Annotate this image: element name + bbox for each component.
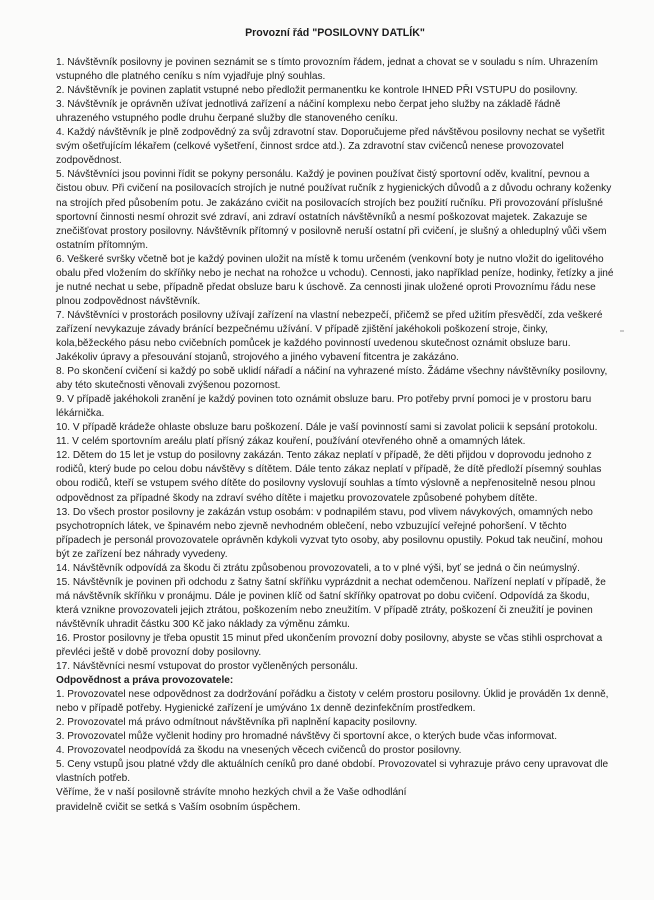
rule-5: 5. Návštěvníci jsou povinni řídit se pokyny personálu. Každý je povinen používat čistý sportovní oděv, kvalitní, pevnou a čistou obuv. Při cvičení na posilovacích strojích je nutné používat ručník z hygienických důvodů a z důvodu ochrany koženky na strojích před působením potu. Je zakázáno cvičit na posilovacích strojích bez použití ručníku. Při provozování příslušné sportovní činnosti nesmí ohrozit své zdraví, ani zdraví ostatních návštěvníků a nesmí poškozovat majetek. Zakazuje se znečišťovat prostory posilovny. Návštěvník přítomný v posilovně neruší ostatní při cvičení, je slušný a ohleduplný vůči všem ostatním přítomným. bbox=[56, 169, 612, 251]
rule-10: 10. V případě krádeže ohlaste obsluze baru poškození. Dále je vaší povinností sami si zavolat policii k sepsání protokolu. bbox=[56, 422, 598, 434]
rule-6: 6. Veškeré svršky včetně bot je každý povinen uložit na místě k tomu určeném (venkovní boty je nutno vložit do igelitového obalu před vložením do skříňky nebo je nechat na rohožce u vchodu). Cennosti, jako například peníze, hodinky, řetízky a jiné je nutné nechat u sebe, případně předat obsluze baru k úschově. Za cennosti jinak uložené oproti Provoznímu řádu nese plnou zodpovědnost návštěvník. bbox=[56, 253, 614, 307]
rule-17: 17. Návštěvníci nesmí vstupovat do prostor vyčleněných personálu. bbox=[56, 661, 358, 673]
rule-15: 15. Návštěvník je povinen při odchodu z šatny šatní skříňku vyprázdnit a nechat odemčenou. Nařízení neplatí v případě, že má návštěvník skříňku v pronájmu. Dále je povinen klíč od šatní skříňky opatrovat po dobu cvičení. Odpovídá za škodu, která vznikne provozovateli jejich ztrátou, poškozením nebo zneužitím. V případě ztráty, poškození či zneužití je povinen návštěvník uhradit částku 300 Kč jako náklady za výměnu zámku. bbox=[56, 576, 606, 630]
operator-rule-2: 2. Provozovatel má právo odmítnout návštěvníka při naplnění kapacity posilovny. bbox=[56, 717, 418, 729]
operator-heading: Odpovědnost a práva provozovatele: bbox=[56, 675, 234, 687]
operator-rule-3: 3. Provozovatel může vyčlenit hodiny pro hromadné návštěvy či sportovní akce, o kterých bude včas informovat. bbox=[56, 731, 558, 743]
rule-7: 7. Návštěvníci v prostorách posilovny užívají zařízení na vlastní nebezpečí, přičemž se před užitím přesvědčí, zda veškeré zařízení nevykazuje závady bránící bezpečnému užívání. V případě zjištění jakéhokoli poškození stroje, činky, kola,běžeckého pásu nebo cvičebních pomůcek je každého povinností uvedenou skutečnost oznámit obsluze baru. Jakékoliv úpravy a přesouvání stojanů, strojového a jiného vybavení fitcentra je zakázáno. bbox=[56, 309, 603, 364]
rule-11: 11. V celém sportovním areálu platí přísný zákaz kouření, používání otevřeného ohně a omamných látek. bbox=[56, 436, 526, 448]
rule-13: 13. Do všech prostor posilovny je zakázán vstup osobám: v podnapilém stavu, pod vlivem návykových, omamných nebo psychotropních látek, ve špinavém nebo zjevně nevhodném oblečení, nebo vzbuzující veřejné pohoršení. V těchto případech je personál provozovatele oprávněn kdykoli vyzvat tyto osoby, aby posilovnu opustily. Pokud tak neučiní, mohou být ze zařízení bez náhrady vyvedeny. bbox=[56, 506, 603, 560]
rule-12: 12. Dětem do 15 let je vstup do posilovny zakázán. Tento zákaz neplatí v případě, že děti přijdou v doprovodu jednoho z rodičů, který bude po celou dobu návštěvy s dítětem. Dále tento zákaz neplatí v případě, že dítě předloží písemný souhlas obou rodičů, kteří se vstupem svého dítěte do posilovny vyslovují souhlas a tímto výslovně a nepřenositelně nesou plnou odpovědnost za případné škody na zdraví svého dítěte i majetku provozovatele způsobené pohybem dítěte. bbox=[56, 450, 602, 504]
rule-3: 3. Návštěvník je oprávněn užívat jednotlivá zařízení a náčiní komplexu nebo čerpat jeho služby na základě řádně uhrazeného vstupného podle druhu čerpané služby dle stanoveného ceníku. bbox=[56, 99, 561, 125]
rule-16: 16. Prostor posilovny je třeba opustit 15 minut před ukončením provozní doby posilovny, abyste se včas stihli osprchovat a převléci ještě v době provozní doby posilovny. bbox=[56, 632, 603, 659]
closing-line-2: pravidelně cvičit se setká s Vaším osobním úspěchem. bbox=[56, 801, 301, 813]
visitor-rules bbox=[56, 56, 614, 674]
rule-2: 2. Návštěvník je povinen zaplatit vstupné nebo předložit permanentku ke kontrole IHNED PŘI VSTUPU do posilovny. bbox=[56, 85, 578, 97]
scan-speck bbox=[620, 330, 624, 332]
document-title: Provozní řád "POSILOVNY DATLÍK" bbox=[245, 27, 425, 39]
rule-4: 4. Každý návštěvník je plně zodpovědný za svůj zdravotní stav. Doporučujeme před návštěvou posilovny nechat se vyšetřit svým ošetřujícím lékařem (celkové vyšetření, činnost srdce atd.). Za zdravotní stav cvičenců nenese provozovatel zodpovědnost. bbox=[56, 127, 605, 167]
rule-1: 1. Návštěvník posilovny je povinen seznámit se s tímto provozním řádem, jednat a chovat se v souladu s ním. Uhrazením vstupného dle platného ceníku s ním vyjadřuje plný souhlas. bbox=[56, 57, 598, 83]
operator-rule-5: 5. Ceny vstupů jsou platné vždy dle aktuálních ceníků pro dané období. Provozovatel si vyhrazuje právo ceny upravovat dle vlastních potřeb. bbox=[56, 759, 609, 785]
rule-8: 8. Po skončení cvičení si každý po sobě uklidí nářadí a náčiní na vyhrazené místo. Žádáme všechny návštěvníky posilovny, aby této skutečnosti věnovali zvýšenou pozornost. bbox=[56, 366, 608, 392]
rule-14: 14. Návštěvník odpovídá za škodu či ztrátu způsobenou provozovateli, a to v plné výši, byť se jedná o čin neúmyslný. bbox=[56, 562, 580, 574]
closing-line-1: Věříme, že v naší posilovně strávíte mnoho hezkých chvil a že Vaše odhodlání bbox=[56, 787, 407, 799]
operator-rule-1: 1. Provozovatel nese odpovědnost za dodržování pořádku a čistoty v celém prostoru posilovny. Úklid je prováděn 1x denně, nebo v případě potřeby. Hygienické zařízení je umýváno 1x denně dezinfekčním prostředkem. bbox=[56, 689, 609, 715]
operator-rules bbox=[56, 688, 614, 786]
rule-9: 9. V případě jakéhokoli zranění je každý povinen toto oznámit obsluze baru. Pro potřeby první pomoci je v prostoru baru lékárnička. bbox=[56, 394, 592, 420]
operator-rule-4: 4. Provozovatel neodpovídá za škodu na vnesených věcech cvičenců do prostor posilovny. bbox=[56, 745, 462, 757]
